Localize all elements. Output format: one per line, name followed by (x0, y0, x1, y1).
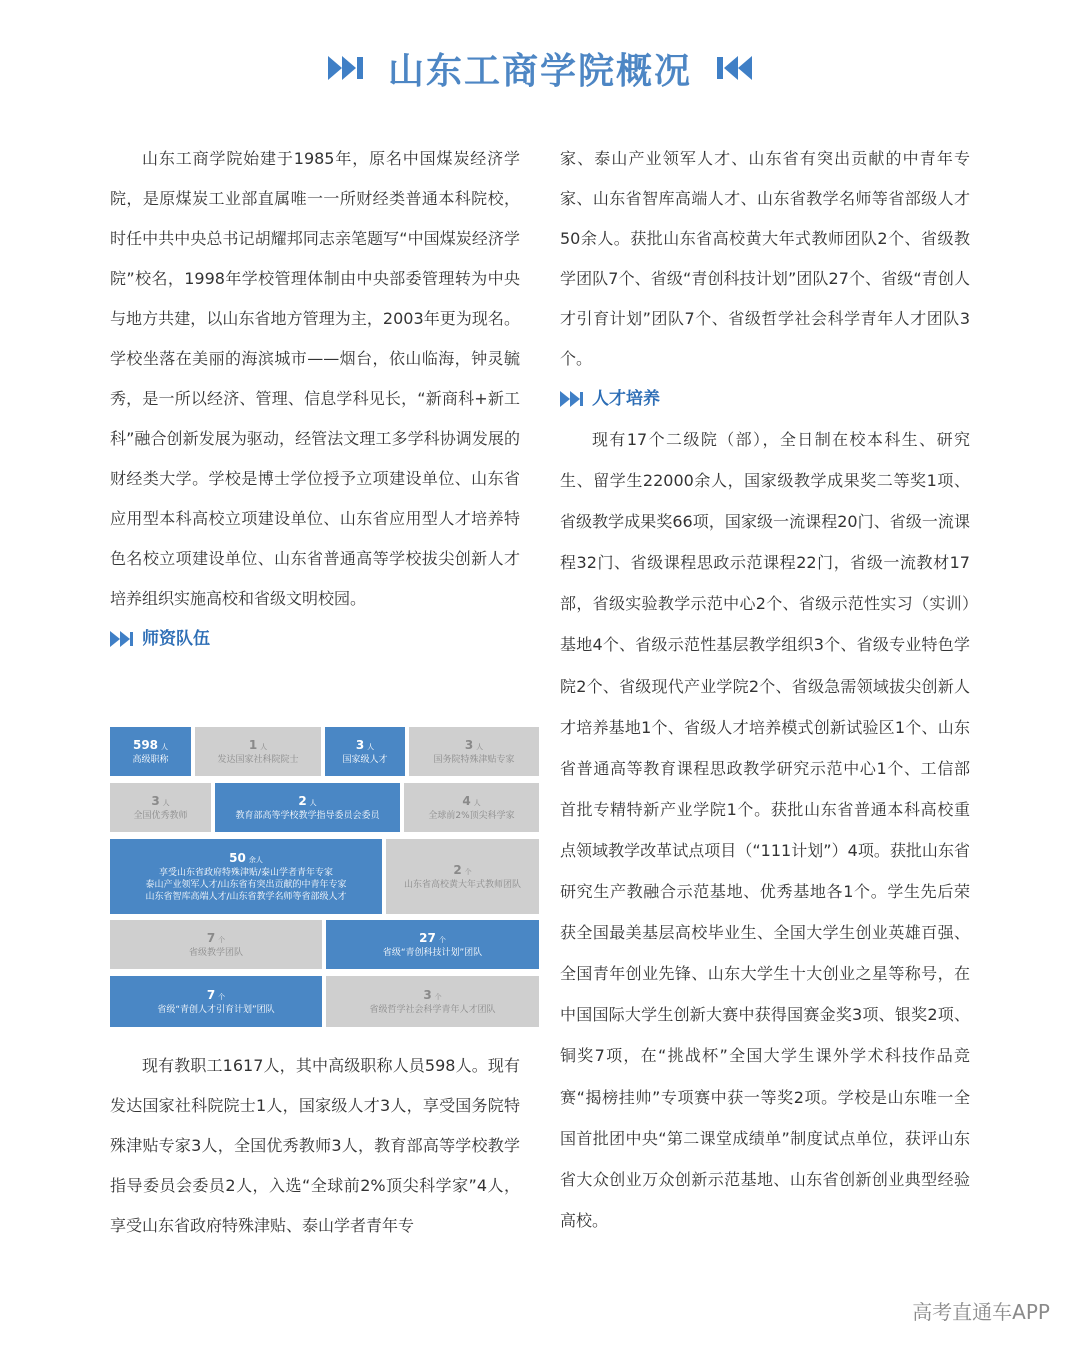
section-heading-label: 师资队伍 (142, 629, 210, 649)
tile-number: 2 人 (298, 793, 317, 808)
tile-number: 598 人 (132, 737, 169, 752)
tile-social-science-team (326, 976, 539, 1027)
tile-number: 7 个 (206, 987, 226, 1002)
tile-label: 高级职称 (132, 754, 169, 765)
double-arrow-right-icon (328, 54, 366, 82)
tile-number: 3 个 (423, 987, 442, 1002)
faculty-paragraph: 现有教职工1617人，其中高级职称人员598人。现有发达国家社科院院士1人，国家级人才3人，享受国务院特殊津贴专家3人，全国优秀教师3人，教育部高等学校教学指导委员会委员2人，入选“全球前2%顶尖科学家”4人，享受山东省政府特殊津贴、泰山学者青年专 (110, 1056, 520, 1235)
intro-paragraph: 山东工商学院始建于1985年，原名中国煤炭经济学院，是原煤炭工业部直属唯一一所财经类普通本科院校，时任中共中央总书记胡耀邦同志亲笔题写“中国煤炭经济学院”校名，1998年学校管理体制由中央部委管理转为中央与地方共建，以山东省地方管理为主，2003年更为现名。学校坐落在美丽的海滨城市——烟台，依山临海，钟灵毓秀，是一所以经济、管理、信息学科见长，“新商科+新工科”融合创新发展为驱动，经管法文理工多学科协调发展的财经类大学。学校是博士学位授予立项建设单位、山东省应用型本科高校立项建设单位、山东省应用型人才培养特色名校立项建设单位、山东省普通高等学校拔尖创新人才培养组织实施高校和省级文明校园。 (110, 149, 520, 608)
tile-label: 省级教学团队 (188, 947, 243, 958)
tile-senior-title (110, 727, 191, 776)
tile-label: 发达国家社科院院士 (217, 754, 299, 765)
tile-label: 全国优秀教师 (133, 810, 188, 821)
tile-number: 1 人 (248, 737, 268, 752)
tile-number: 3 人 (355, 737, 375, 752)
tile-number: 3 人 (464, 737, 484, 752)
right-column (560, 139, 970, 1241)
training-paragraph: 现有17个二级院（部），全日制在校本科生、研究生、留学生22000余人，国家级教学成果奖二等奖1项、省级教学成果奖66项，国家级一流课程20门、省级一流课程32门、省级课程思政示范课程22门，省级一流教材17部，省级实验教学示范中心2个、省级示范性实习（实训）基地4个、省级示范性基层教学组织3个、省级专业特色学院2个、省级现代产业学院2个、省级急需领域拔尖创新人才培养基地1个、省级人才培养模式创新试验区1个、山东省普通高等教育课程思政教学研究示范中心1个、工信部首批专精特新产业学院1个。获批山东省普通本科高校重点领域教学改革试点项目（“111计划”）4项。获批山东省研究生产教融合示范基地、优秀基地各1个。学生先后荣获全国最美基层高校毕业生、全国大学生创业英雄百强、全国青年创业先锋、山东大学生十大创业之星等称号，在中国国际大学生创新大赛中获得国赛金奖3项、银奖2项、铜奖7项，在“挑战杯”全国大学生课外学术科技作品竞赛“揭榜挂帅”专项赛中获一等奖2项。学校是山东唯一全国首批团中央“第二课堂成绩单”制度试点单位，获评山东省大众创业万众创新示范基地、山东省创新创业典型经验高校。 (560, 430, 970, 1230)
tile-number: 4 人 (462, 793, 481, 808)
tile-provincial-talent (110, 839, 382, 914)
tile-number: 50 余人 (229, 850, 263, 865)
tile-number: 7 个 (206, 930, 226, 945)
tile-label: 国家级人才 (342, 754, 388, 765)
tile-youth-tech-team (326, 920, 539, 969)
faculty-paragraph-continued: 家、泰山产业领军人才、山东省有突出贡献的中青年专家、山东省智库高端人才、山东省教学名师等省部级人才50余人。获批山东省高校黄大年式教师团队2个、省级教学团队7个、省级“青创科技计划”团队27个、省级“青创人才引育计划”团队7个、省级哲学社会科学青年人才团队3个。 (560, 149, 970, 368)
tile-label: 全球前2%顶尖科学家 (428, 810, 515, 821)
tile-state-council-expert (409, 727, 539, 776)
tile-top-scientist (404, 783, 539, 832)
double-arrow-left-icon (714, 54, 752, 82)
tile-national-talent (325, 727, 405, 776)
section-heading-training (560, 379, 970, 419)
tile-academician (195, 727, 321, 776)
tile-number: 3 人 (151, 793, 170, 808)
tile-number: 2 个 (453, 862, 472, 877)
tile-moe-committee (215, 783, 400, 832)
tile-label: 山东省高校黄大年式教师团队 (403, 879, 521, 890)
tile-huang-danian-team (386, 839, 539, 914)
double-arrow-right-icon (110, 630, 134, 648)
section-heading-label: 人才培养 (592, 389, 660, 409)
tile-label: 享受山东省政府特殊津贴/泰山学者青年专家 泰山产业领军人才/山东省有突出贡献的中青年专家 山东省智库高端人才/山东省教学名师等省部级人才 (145, 867, 347, 902)
tile-teaching-team (110, 920, 322, 969)
tile-youth-talent-team (110, 976, 322, 1027)
tile-label: 省级“青创科技计划”团队 (382, 947, 483, 958)
page-title: 山东工商学院概况 (387, 50, 692, 92)
left-column-lower (110, 1046, 520, 1246)
double-arrow-right-icon (560, 390, 584, 408)
tile-number: 27 个 (419, 930, 446, 945)
tile-excellent-teacher (110, 783, 211, 832)
section-heading-faculty (110, 619, 520, 659)
faculty-tile-chart (110, 727, 539, 1027)
watermark-text: 高考直通车APP (912, 1300, 1050, 1324)
tile-label: 省级“青创人才引育计划”团队 (157, 1004, 275, 1015)
tile-label: 国务院特殊津贴专家 (433, 754, 515, 765)
tile-label: 教育部高等学校教学指导委员会委员 (235, 810, 380, 821)
tile-label: 省级哲学社会科学青年人才团队 (369, 1004, 496, 1015)
page-header (0, 38, 1080, 98)
left-column (110, 139, 520, 659)
